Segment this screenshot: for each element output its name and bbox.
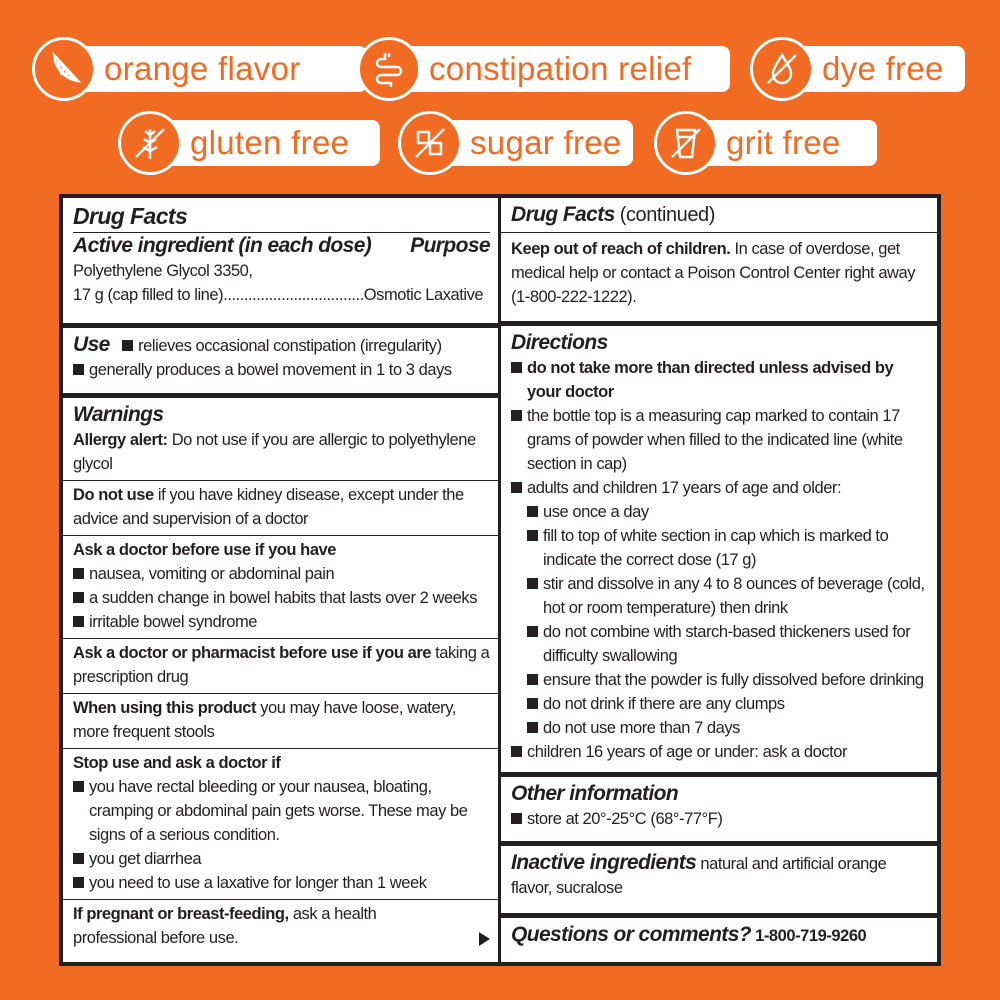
allergy-text: Do not use if you are allergic to polyethylene glycol (73, 431, 476, 473)
do-not-use (63, 480, 498, 531)
phone-number: 1-800-719-9260 (755, 927, 867, 945)
inactive-ingredients-heading: Inactive ingredients (511, 851, 697, 874)
ask-doctor-heading: Ask a doctor before use if you have (73, 541, 336, 559)
bullet-icon (73, 592, 84, 603)
bullet-icon (511, 410, 522, 421)
bullet-icon (511, 746, 522, 757)
left-column (63, 198, 498, 962)
list-item: use once a day (543, 503, 649, 521)
do-not-use-label: Do not use (73, 486, 154, 504)
directions-heading: Directions (511, 331, 608, 354)
questions-heading: Questions or comments? (511, 923, 752, 946)
badge-label: constipation relief (387, 46, 730, 92)
list-item: stir and dissolve in any 4 to 8 ounces of beverage (cold, hot or room temperature) then drink (543, 575, 925, 617)
bullet-icon (511, 482, 522, 493)
other-information-heading: Other information (511, 782, 679, 805)
allergy-label: Allergy alert: (73, 431, 168, 449)
continue-arrow-icon (479, 932, 490, 946)
use-item: relieves occasional constipation (irregularity) (138, 337, 442, 355)
list-item: do not combine with starch-based thickeners used for difficulty swallowing (543, 623, 911, 665)
bullet-icon (73, 616, 84, 627)
right-column (501, 198, 937, 962)
list-item: fill to top of white section in cap which is marked to indicate the correct dose (17 g) (543, 527, 889, 569)
badge-label: orange flavor (62, 46, 367, 92)
stop-use-heading: Stop use and ask a doctor if (73, 754, 281, 772)
list-item: store at 20°-25°C (68°-77°F) (527, 810, 723, 828)
active-ingredient-section (63, 198, 498, 323)
list-item: you have rectal bleeding or your nausea, bloating, cramping or abdominal pain gets worse. These may be signs of a serious condition. (89, 778, 468, 844)
list-item: do not drink if there are any clumps (543, 695, 785, 713)
bullet-icon (527, 698, 538, 709)
no-drop-icon (750, 37, 814, 101)
ingredient-name: Polyethylene Glycol 3350, (73, 262, 253, 280)
keep-out-label: Keep out of reach of children. (511, 240, 731, 258)
list-item: irritable bowel syndrome (89, 613, 258, 631)
no-wheat-icon (118, 111, 182, 175)
list-item: do not take more than directed unless advised by your doctor (527, 359, 894, 401)
no-glass-icon (654, 111, 718, 175)
list-item: do not use more than 7 days (543, 719, 740, 737)
bullet-icon (73, 877, 84, 888)
ask-pharmacist-text: taking a prescription drug (73, 644, 490, 686)
warnings-heading: Warnings (73, 403, 164, 426)
purpose-heading: Purpose (410, 234, 490, 257)
list-item: adults and children 17 years of age and older: (527, 479, 842, 497)
keep-out-text: In case of overdose, get medical help or contact a Poison Control Center right away (1-800-222-1222). (511, 240, 916, 306)
badge-label: dye free (780, 46, 965, 92)
bullet-icon (527, 674, 538, 685)
bullet-icon (73, 364, 84, 375)
when-using (63, 693, 498, 744)
bullet-icon (527, 530, 538, 541)
bullet-icon (527, 722, 538, 733)
ingredient-dose-line (73, 283, 490, 307)
continued-label: (continued) (614, 204, 715, 226)
bullet-icon (511, 362, 522, 373)
drug-facts-panel (59, 194, 941, 966)
when-using-text: you may have loose, watery, more frequent stools (73, 699, 456, 741)
intestine-icon (357, 37, 421, 101)
use-item: generally produces a bowel movement in 1 to 3 days (89, 361, 452, 379)
bullet-icon (122, 340, 133, 351)
inactive-ingredients-text: natural and artificial orange flavor, sucralose (511, 855, 887, 897)
active-ingredient-heading: Active ingredient (in each dose) (73, 234, 372, 257)
ingredient-dose: 17 g (cap filled to line) (73, 286, 224, 304)
drug-facts-title: Drug Facts (73, 203, 188, 229)
pregnancy-warning (63, 899, 498, 950)
allergy-alert (73, 428, 490, 476)
badge-label: sugar free (428, 120, 633, 166)
list-item: you need to use a laxative for longer than 1 week (89, 874, 427, 892)
directions-section (501, 326, 937, 772)
do-not-use-text: if you have kidney disease, except under the advice and supervision of a doctor (73, 486, 464, 528)
list-item: a sudden change in bowel habits that lasts over 2 weeks (89, 589, 478, 607)
list-item: you get diarrhea (89, 850, 202, 868)
list-item: ensure that the powder is fully dissolved before drinking (543, 671, 924, 689)
keep-out-section (501, 198, 937, 321)
bullet-icon (73, 853, 84, 864)
bullet-icon (73, 781, 84, 792)
ask-doctor (63, 535, 498, 634)
bullet-icon (527, 506, 538, 517)
pregnancy-text: ask a health professional before use. (73, 905, 377, 947)
drug-facts-continued-title: Drug Facts (511, 203, 615, 226)
orange-slice-icon (32, 37, 96, 101)
bullet-icon (527, 626, 538, 637)
purpose-value: Osmotic Laxative (363, 286, 484, 304)
stop-use (63, 748, 498, 895)
list-item: nausea, vomiting or abdominal pain (89, 565, 335, 583)
use-heading: Use (73, 333, 110, 356)
other-information-section (501, 777, 937, 841)
warnings-section (63, 398, 498, 962)
bullet-icon (527, 578, 538, 589)
bullet-icon (73, 568, 84, 579)
badge-label: grit free (684, 120, 877, 166)
pregnancy-label: If pregnant or breast-feeding, (73, 905, 289, 923)
no-sugar-cube-icon (398, 111, 462, 175)
ask-pharmacist-label: Ask a doctor or pharmacist before use if you are (73, 644, 432, 662)
ask-pharmacist (63, 638, 498, 689)
questions-section (501, 918, 937, 962)
use-section (63, 328, 498, 393)
inactive-ingredients-section (501, 846, 937, 913)
bullet-icon (511, 813, 522, 824)
leader-dots: .................................. (223, 286, 364, 304)
list-item: children 16 years of age or under: ask a doctor (527, 743, 848, 761)
list-item: the bottle top is a measuring cap marked to contain 17 grams of powder when filled to the indicated line (white section in cap) (527, 407, 903, 473)
badge-label: gluten free (148, 120, 380, 166)
when-using-label: When using this product (73, 699, 257, 717)
